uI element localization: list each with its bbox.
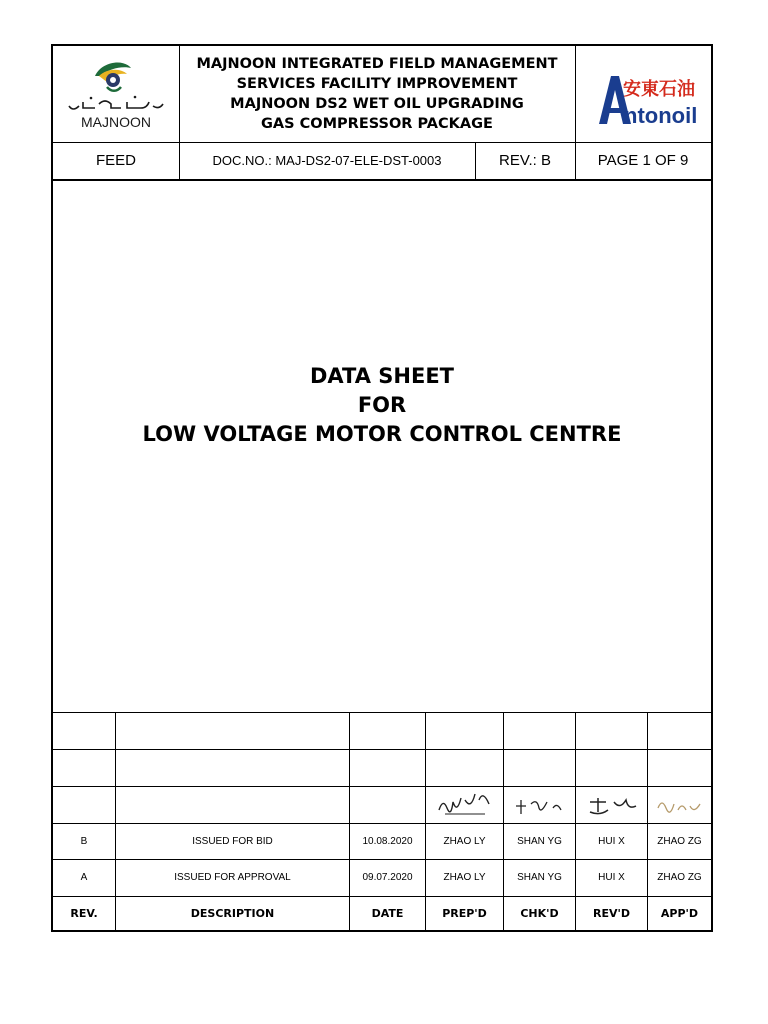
revision-table-row-empty (53, 749, 711, 787)
antonoil-chinese-text: 安東石油 (623, 79, 695, 100)
revision-table-header: REV. DESCRIPTION DATE PREP'D CHK'D REV'D APP'D (53, 896, 711, 931)
project-title-line: GAS COMPRESSOR PACKAGE (261, 116, 493, 132)
revision-table-row: A ISSUED FOR APPROVAL 09.07.2020 ZHAO LY SHAN YG HUI X ZHAO ZG (53, 859, 711, 897)
phase-label: FEED (53, 142, 180, 179)
document-header (53, 46, 711, 143)
majnoon-logo-text: MAJNOON (81, 114, 151, 130)
client-logo-cell (53, 46, 180, 142)
project-title-line: MAJNOON INTEGRATED FIELD MANAGEMENT (196, 56, 558, 72)
document-title-line: DATA SHEET (309, 364, 455, 388)
revision-table (53, 712, 711, 931)
document-number: DOC.NO.: MAJ-DS2-07-ELE-DST-0003 (179, 142, 476, 179)
project-title-line: MAJNOON DS2 WET OIL UPGRADING (230, 96, 524, 112)
approved-signature (648, 786, 711, 823)
prepared-signature (426, 786, 504, 823)
revision-label: REV.: B (475, 142, 576, 179)
signature-row (53, 786, 711, 824)
page-number: PAGE 1 OF 9 (597, 152, 689, 169)
antonoil-logo-icon (575, 46, 711, 142)
revision-table-row-empty (53, 713, 711, 750)
document-title (53, 362, 711, 449)
contractor-logo-cell (575, 46, 711, 142)
reviewed-signature (576, 786, 648, 823)
checked-signature (504, 786, 576, 823)
document-title-line: FOR (357, 393, 407, 417)
revision-table-row: B ISSUED FOR BID 10.08.2020 ZHAO LY SHAN YG HUI X ZHAO ZG (53, 823, 711, 860)
document-info-row (53, 142, 711, 181)
document-title-line: LOW VOLTAGE MOTOR CONTROL CENTRE (142, 422, 622, 446)
project-title-line: SERVICES FACILITY IMPROVEMENT (236, 76, 518, 92)
majnoon-logo-icon (53, 46, 179, 142)
project-title (179, 46, 576, 142)
antonoil-latin-text: ntonoil (624, 103, 698, 128)
document-frame (51, 44, 713, 932)
